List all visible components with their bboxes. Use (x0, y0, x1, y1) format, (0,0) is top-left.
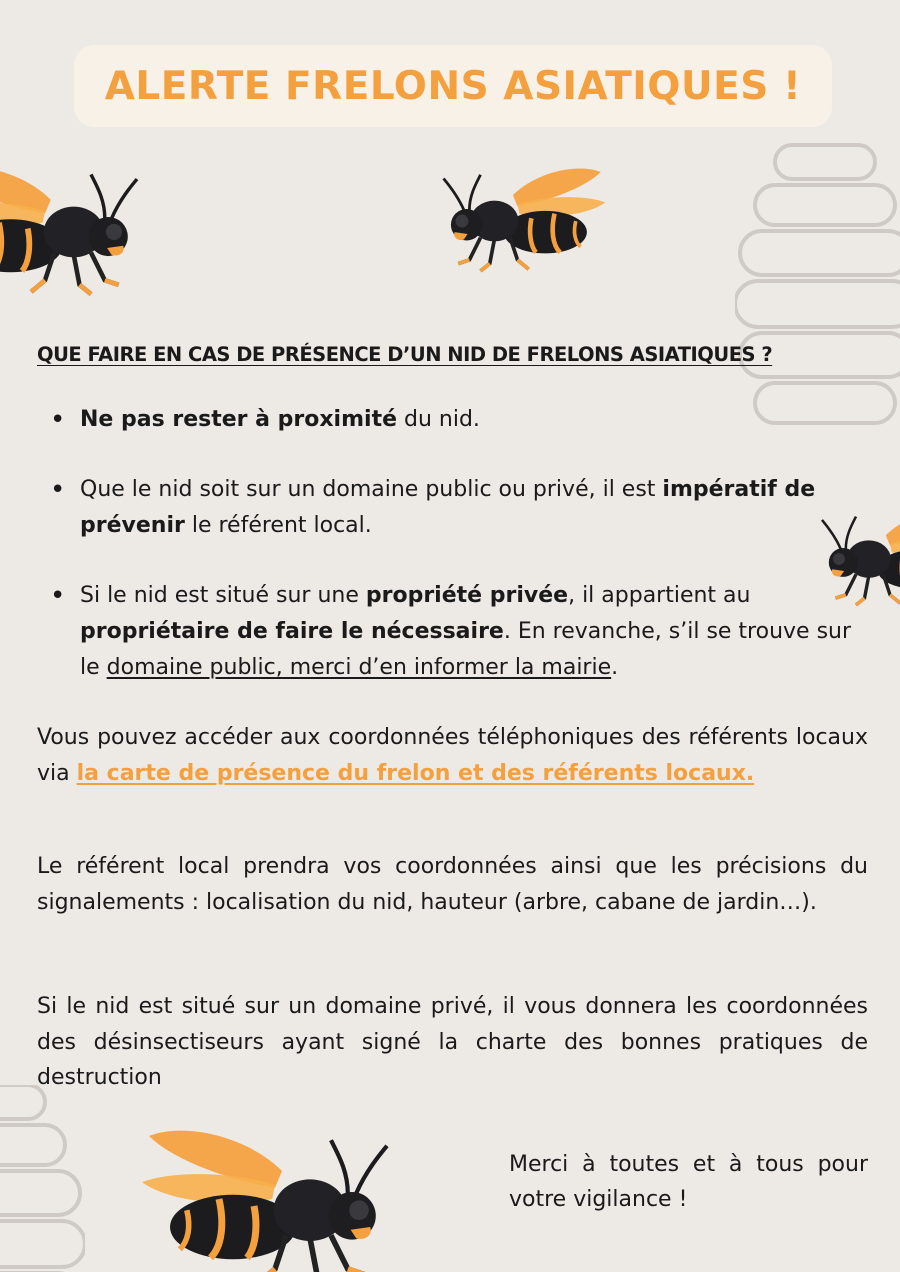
presence-map-link[interactable]: la carte de présence du frelon et des référents locaux. (76, 760, 755, 786)
page-title: ALERTE FRELONS ASIATIQUES ! (104, 63, 802, 109)
item-text: le référent local. (184, 513, 372, 538)
emphasis-text: impératif de prévenir (80, 477, 816, 538)
list-item (40, 578, 868, 686)
advice-list (40, 402, 868, 720)
paragraph-private-domain: Si le nid est situé sur un domaine privé, il vous donnera les coordonnées des désinsectiseurs ayant signé la charte des bonnes pratiques de destruction (37, 994, 868, 1090)
item-text: , il appartient au (568, 583, 751, 608)
emphasis-text: propriété privée (365, 583, 569, 608)
paragraph-contacts (37, 720, 868, 791)
item-text: Si le nid est situé sur une (80, 583, 366, 608)
paragraph-referent: Le référent local prendra vos coordonnées ainsi que les précisions du signalements : localisation du nid, hauteur (arbre, cabane de jardin…). (37, 854, 868, 915)
title-banner (74, 45, 832, 127)
item-text: du nid. (397, 407, 480, 432)
list-item (40, 402, 868, 438)
paragraph-text: Vous pouvez accéder aux coordonnées téléphoniques des référents locaux via (37, 725, 868, 786)
hornet-icon (0, 160, 160, 320)
hornet-icon (135, 1120, 415, 1272)
section-heading: QUE FAIRE EN CAS DE PRÉSENCE D’UN NID DE FRELONS ASIATIQUES ? (37, 343, 773, 366)
item-text: Que le nid soit sur un domaine public ou privé, il est (80, 477, 663, 502)
list-item (40, 472, 868, 544)
emphasis-text: Ne pas rester à proximité (80, 407, 398, 432)
hornet-icon (425, 165, 610, 290)
emphasis-text: propriétaire de faire le nécessaire (80, 619, 504, 644)
item-text: . En revanche, s’il se trouve sur le (80, 619, 852, 680)
thanks-message: Merci à toutes et à tous pour votre vigilance ! (509, 1152, 868, 1212)
beehive-outline-icon (0, 1085, 85, 1272)
underlined-text: domaine public, merci d’en informer la mairie (106, 655, 612, 680)
item-text: . (611, 655, 619, 680)
